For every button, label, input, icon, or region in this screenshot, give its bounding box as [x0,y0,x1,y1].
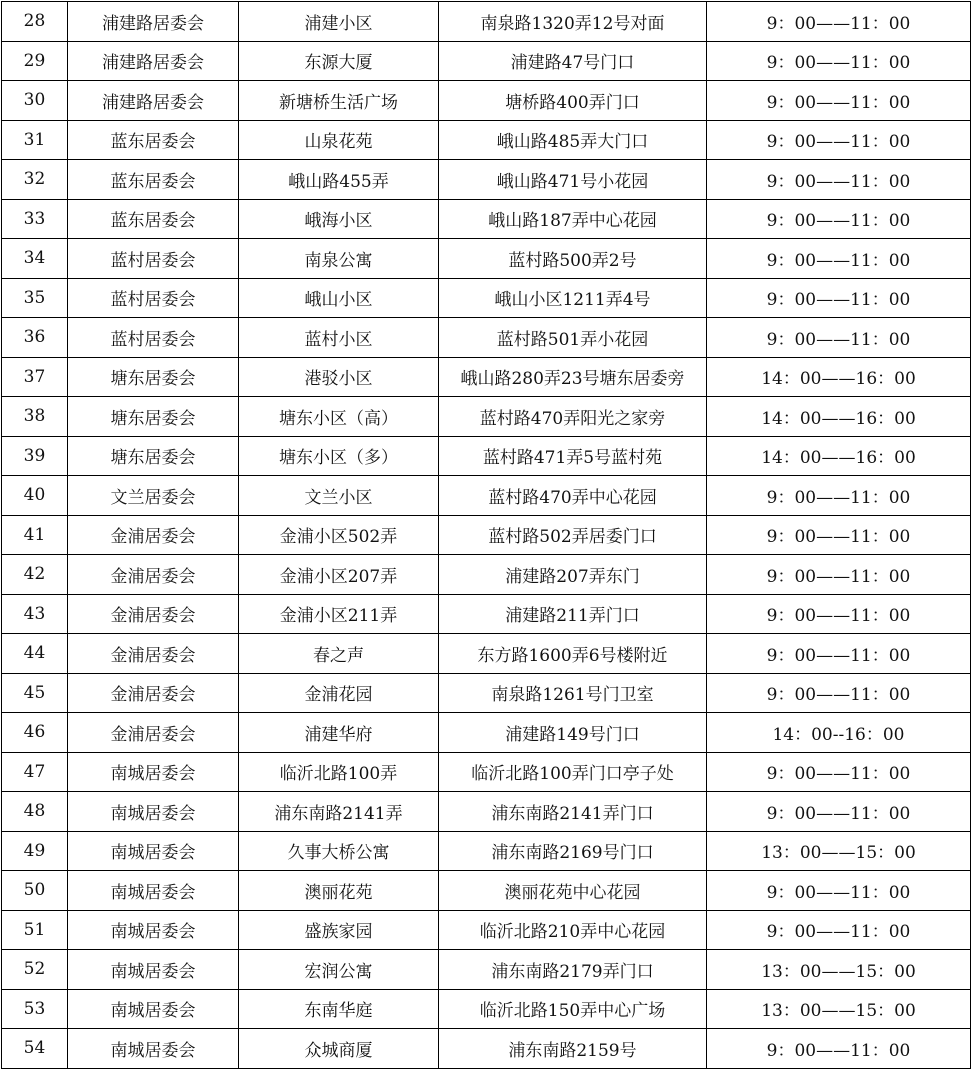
committee-name: 南城居委会 [68,871,239,911]
community-name: 蓝村小区 [239,318,439,358]
community-name: 塘东小区（高） [239,397,439,437]
location: 蓝村路501弄小花园 [439,318,707,358]
committee-name: 南城居委会 [68,989,239,1029]
location: 浦建路211弄门口 [439,594,707,634]
committee-name: 蓝东居委会 [68,120,239,160]
time-slot: 9：00——11：00 [707,594,971,634]
community-name: 浦建小区 [239,2,439,42]
time-slot: 14：00——16：00 [707,357,971,397]
time-slot: 9：00——11：00 [707,910,971,950]
time-slot: 13：00——15：00 [707,989,971,1029]
committee-name: 浦建路居委会 [68,81,239,121]
row-number: 53 [2,989,68,1029]
time-slot: 9：00——11：00 [707,120,971,160]
location: 浦建路47号门口 [439,41,707,81]
committee-name: 蓝东居委会 [68,199,239,239]
community-name: 金浦花园 [239,673,439,713]
time-slot: 9：00——11：00 [707,476,971,516]
row-number: 48 [2,792,68,832]
table-row [2,2,971,42]
community-name: 文兰小区 [239,476,439,516]
table-row [2,634,971,674]
committee-name: 金浦居委会 [68,634,239,674]
time-slot: 9：00——11：00 [707,2,971,42]
row-number: 50 [2,871,68,911]
time-slot: 14：00--16：00 [707,713,971,753]
committee-name: 蓝村居委会 [68,239,239,279]
table-row [2,673,971,713]
table-row [2,515,971,555]
location: 峨山路485弄大门口 [439,120,707,160]
table-row [2,120,971,160]
committee-name: 南城居委会 [68,792,239,832]
time-slot: 9：00——11：00 [707,555,971,595]
community-name: 久事大桥公寓 [239,831,439,871]
table-row [2,199,971,239]
community-name: 春之声 [239,634,439,674]
table-row [2,160,971,200]
location: 浦东南路2169号门口 [439,831,707,871]
location: 临沂北路210弄中心花园 [439,910,707,950]
community-name: 峨山路455弄 [239,160,439,200]
table-row [2,989,971,1029]
committee-name: 金浦居委会 [68,515,239,555]
table-row [2,476,971,516]
location: 澳丽花苑中心花园 [439,871,707,911]
time-slot: 9：00——11：00 [707,41,971,81]
row-number: 54 [2,1029,68,1069]
table-row [2,41,971,81]
table-row [2,278,971,318]
committee-name: 蓝村居委会 [68,278,239,318]
location: 浦东南路2159号 [439,1029,707,1069]
table-row [2,910,971,950]
row-number: 40 [2,476,68,516]
row-number: 42 [2,555,68,595]
location: 峨山路471号小花园 [439,160,707,200]
committee-name: 金浦居委会 [68,673,239,713]
row-number: 39 [2,436,68,476]
time-slot: 9：00——11：00 [707,673,971,713]
row-number: 41 [2,515,68,555]
committee-name: 蓝东居委会 [68,160,239,200]
location: 蓝村路500弄2号 [439,239,707,279]
table-row [2,357,971,397]
table-row [2,713,971,753]
row-number: 44 [2,634,68,674]
community-name: 临沂北路100弄 [239,752,439,792]
row-number: 32 [2,160,68,200]
table-row [2,81,971,121]
location: 峨山路280弄23号塘东居委旁 [439,357,707,397]
committee-name: 南城居委会 [68,1029,239,1069]
row-number: 37 [2,357,68,397]
location: 东方路1600弄6号楼附近 [439,634,707,674]
table-row [2,752,971,792]
committee-name: 文兰居委会 [68,476,239,516]
location: 临沂北路100弄门口亭子处 [439,752,707,792]
community-name: 东南华庭 [239,989,439,1029]
schedule-table-body [2,2,971,1069]
time-slot: 13：00——15：00 [707,950,971,990]
row-number: 51 [2,910,68,950]
location: 南泉路1320弄12号对面 [439,2,707,42]
community-name: 金浦小区502弄 [239,515,439,555]
table-row [2,397,971,437]
community-name: 众城商厦 [239,1029,439,1069]
time-slot: 9：00——11：00 [707,81,971,121]
location: 南泉路1261号门卫室 [439,673,707,713]
committee-name: 金浦居委会 [68,594,239,634]
community-name: 新塘桥生活广场 [239,81,439,121]
location: 临沂北路150弄中心广场 [439,989,707,1029]
community-name: 港驳小区 [239,357,439,397]
committee-name: 南城居委会 [68,752,239,792]
table-row [2,831,971,871]
table-row [2,950,971,990]
location: 峨山路187弄中心花园 [439,199,707,239]
schedule-table [1,1,971,1069]
row-number: 29 [2,41,68,81]
committee-name: 塘东居委会 [68,357,239,397]
community-name: 塘东小区（多） [239,436,439,476]
community-name: 澳丽花苑 [239,871,439,911]
community-name: 浦东南路2141弄 [239,792,439,832]
time-slot: 9：00——11：00 [707,871,971,911]
committee-name: 金浦居委会 [68,713,239,753]
community-name: 宏润公寓 [239,950,439,990]
time-slot: 9：00——11：00 [707,160,971,200]
location: 塘桥路400弄门口 [439,81,707,121]
row-number: 33 [2,199,68,239]
time-slot: 14：00——16：00 [707,397,971,437]
location: 浦建路207弄东门 [439,555,707,595]
location: 蓝村路502弄居委门口 [439,515,707,555]
row-number: 28 [2,2,68,42]
row-number: 43 [2,594,68,634]
community-name: 盛族家园 [239,910,439,950]
time-slot: 9：00——11：00 [707,1029,971,1069]
time-slot: 9：00——11：00 [707,239,971,279]
community-name: 东源大厦 [239,41,439,81]
row-number: 46 [2,713,68,753]
time-slot: 9：00——11：00 [707,752,971,792]
location: 浦东南路2179弄门口 [439,950,707,990]
time-slot: 9：00——11：00 [707,318,971,358]
table-row [2,594,971,634]
location: 蓝村路470弄阳光之家旁 [439,397,707,437]
row-number: 30 [2,81,68,121]
committee-name: 南城居委会 [68,910,239,950]
row-number: 38 [2,397,68,437]
location: 浦建路149号门口 [439,713,707,753]
committee-name: 浦建路居委会 [68,41,239,81]
time-slot: 14：00——16：00 [707,436,971,476]
time-slot: 9：00——11：00 [707,199,971,239]
committee-name: 金浦居委会 [68,555,239,595]
row-number: 52 [2,950,68,990]
table-row [2,239,971,279]
table-row [2,792,971,832]
committee-name: 浦建路居委会 [68,2,239,42]
row-number: 47 [2,752,68,792]
table-row [2,555,971,595]
table-row [2,1029,971,1069]
location: 蓝村路470弄中心花园 [439,476,707,516]
community-name: 山泉花苑 [239,120,439,160]
row-number: 31 [2,120,68,160]
community-name: 峨海小区 [239,199,439,239]
time-slot: 9：00——11：00 [707,792,971,832]
row-number: 35 [2,278,68,318]
table-row [2,318,971,358]
table-row [2,871,971,911]
table-row [2,436,971,476]
community-name: 浦建华府 [239,713,439,753]
time-slot: 9：00——11：00 [707,515,971,555]
time-slot: 13：00——15：00 [707,831,971,871]
row-number: 36 [2,318,68,358]
row-number: 49 [2,831,68,871]
committee-name: 塘东居委会 [68,436,239,476]
committee-name: 南城居委会 [68,831,239,871]
location: 峨山小区1211弄4号 [439,278,707,318]
community-name: 金浦小区207弄 [239,555,439,595]
committee-name: 蓝村居委会 [68,318,239,358]
time-slot: 9：00——11：00 [707,278,971,318]
location: 蓝村路471弄5号蓝村苑 [439,436,707,476]
community-name: 峨山小区 [239,278,439,318]
committee-name: 塘东居委会 [68,397,239,437]
row-number: 45 [2,673,68,713]
time-slot: 9：00——11：00 [707,634,971,674]
community-name: 南泉公寓 [239,239,439,279]
community-name: 金浦小区211弄 [239,594,439,634]
location: 浦东南路2141弄门口 [439,792,707,832]
committee-name: 南城居委会 [68,950,239,990]
row-number: 34 [2,239,68,279]
